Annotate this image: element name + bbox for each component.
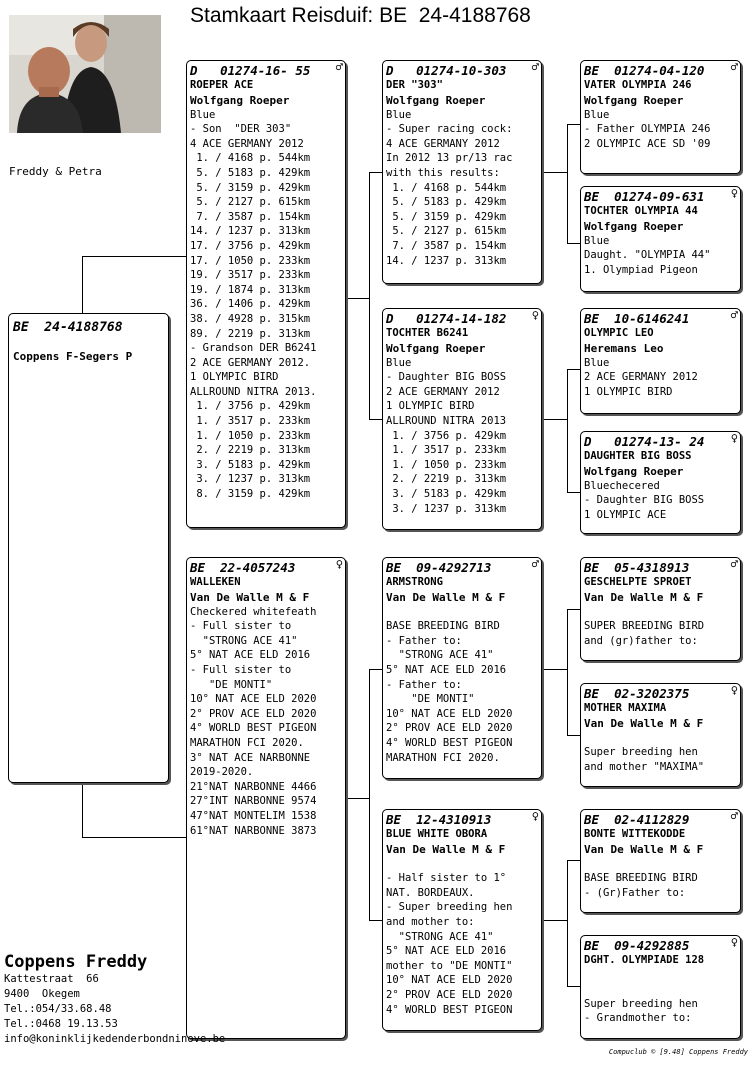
pigeon-owner: Wolfgang Roeper <box>584 219 684 233</box>
pedigree-line: MARATHON FCI 2020. <box>386 751 500 764</box>
breeder-city: 9400 Okegem <box>4 988 80 1000</box>
pedigree-notes <box>386 108 538 269</box>
pedigree-line: Daught. "OLYMPIA 44" <box>584 249 711 262</box>
pedigree-line: 61°NAT NARBONNE 3873 <box>190 824 317 837</box>
connector <box>82 256 83 314</box>
connector <box>567 243 581 244</box>
pedigree-line: 10° NAT ACE ELD 2020 <box>190 693 317 706</box>
pedigree-line: 89. / 2219 p. 313km <box>190 327 311 340</box>
pedigree-line: 2 ACE GERMANY 2012 <box>584 371 698 384</box>
pedigree-line: BASE BREEDING BIRD <box>386 620 500 633</box>
pedigree-line: 2. / 2219 p. 313km <box>190 444 311 457</box>
pedigree-notes <box>584 731 737 775</box>
pedigree-line: 1. / 3517 p. 233km <box>386 444 507 457</box>
female-icon: ♀ <box>730 935 738 949</box>
ring-number: BE 09-4292885 ♀ <box>584 935 738 953</box>
pedigree-line: 2° PROV ACE ELD 2020 <box>190 707 317 720</box>
pedigree-line: 2 ACE GERMANY 2012 <box>386 385 500 398</box>
male-icon: ♂ <box>730 308 738 322</box>
pedigree-line: Super breeding hen <box>584 997 698 1010</box>
connector <box>369 172 383 173</box>
female-icon: ♀ <box>730 683 738 697</box>
pedigree-line: In 2012 13 pr/13 rac <box>386 152 513 165</box>
subject-owner: Coppens F-Segers P <box>13 350 133 363</box>
ring-number: D 01274-14-182 ♀ <box>386 308 539 326</box>
female-icon: ♀ <box>531 809 539 823</box>
ring-number: BE 02-3202375 ♀ <box>584 683 738 701</box>
pedigree-line: 5. / 2127 p. 615km <box>386 225 507 238</box>
pedigree-line: - Full sister to <box>190 620 292 633</box>
pedigree-notes <box>584 857 737 901</box>
female-icon: ♀ <box>730 431 738 445</box>
breeder-phone: Tel.:054/33.68.48 <box>4 1003 112 1015</box>
connector <box>541 172 567 173</box>
connector <box>369 172 370 420</box>
pedigree-notes <box>386 857 538 1018</box>
subject-ring: BE 24-4188768 <box>13 320 123 335</box>
pedigree-line: 10° NAT ACE ELD 2020 <box>386 974 513 987</box>
female-icon: ♀ <box>335 557 343 571</box>
pedigree-line: 1. / 1050 p. 233km <box>190 429 311 442</box>
male-icon: ♂ <box>531 557 539 571</box>
pedigree-line: 1. / 4168 p. 544km <box>190 152 311 165</box>
breeder-info <box>4 952 225 1047</box>
pedigree-line <box>584 731 737 746</box>
pedigree-line: 47°NAT MONTELIM 1538 <box>190 809 317 822</box>
pedigree-line: mother to "DE MONTI" <box>386 959 513 972</box>
pedigree-line: 2° PROV ACE ELD 2020 <box>386 722 513 735</box>
pedigree-line: 5° NAT ACE ELD 2016 <box>386 663 507 676</box>
pedigree-line: 21°NAT NARBONNE 4466 <box>190 780 317 793</box>
pedigree-notes <box>386 356 538 517</box>
male-icon: ♂ <box>335 60 343 74</box>
pedigree-line: ALLROUND NITRA 2013. <box>190 385 317 398</box>
pedigree-line: 3° NAT ACE NARBONNE <box>190 751 311 764</box>
pedigree-card-ggp-5[interactable] <box>580 557 741 661</box>
pedigree-line: - Super racing cock: <box>386 123 513 136</box>
connector <box>82 256 188 257</box>
pedigree-line: 2. / 2219 p. 313km <box>386 473 507 486</box>
pedigree-line: 14. / 1237 p. 313km <box>190 225 311 238</box>
pedigree-notes <box>584 605 737 649</box>
pigeon-name: BLUE WHITE OBORA <box>386 828 488 840</box>
male-icon: ♂ <box>730 809 738 823</box>
pedigree-line: Blue <box>584 234 610 247</box>
pigeon-owner: Wolfgang Roeper <box>584 93 684 107</box>
pigeon-owner: Heremans Leo <box>584 341 664 355</box>
connector <box>567 986 581 987</box>
pedigree-line: Blue <box>584 108 610 121</box>
pedigree-line: and (gr)father to: <box>584 634 698 647</box>
connector <box>567 735 581 736</box>
pedigree-line: - Daughter BIG BOSS <box>584 494 705 507</box>
pedigree-line: - Daughter BIG BOSS <box>386 371 507 384</box>
pedigree-line <box>584 605 737 620</box>
pedigree-notes <box>584 968 737 1026</box>
pedigree-card-ggp-3[interactable] <box>580 308 741 414</box>
connector <box>345 798 369 799</box>
footer-credit: Compuclub © [9.48] Coppens Freddy <box>608 1048 748 1056</box>
connector <box>567 860 568 987</box>
ring-number: D 01274-16- 55 ♂ <box>190 60 343 78</box>
connector <box>567 369 568 493</box>
pedigree-line: 4° WORLD BEST PIGEON <box>386 736 513 749</box>
pedigree-card-ggp-4[interactable] <box>580 431 741 534</box>
pedigree-line: Blue <box>386 356 412 369</box>
pedigree-line: Blue <box>584 356 610 369</box>
pedigree-notes <box>584 108 737 152</box>
pedigree-line: Blue <box>386 108 412 121</box>
pedigree-card-ggp-6[interactable] <box>580 683 741 787</box>
pedigree-line: 1. / 3517 p. 233km <box>190 415 311 428</box>
pigeon-name: WALLEKEN <box>190 576 241 588</box>
pigeon-name: GESCHELPTE SPROET <box>584 576 692 588</box>
pigeon-owner: Van De Walle M & F <box>584 842 704 856</box>
pedigree-line: - Full sister to <box>190 663 292 676</box>
pigeon-name: VATER OLYMPIA 246 <box>584 79 692 91</box>
pedigree-line: 5. / 3159 p. 429km <box>386 210 507 223</box>
pedigree-line: "DE MONTI" <box>386 693 475 706</box>
ring-number: BE 01274-09-631 ♀ <box>584 186 738 204</box>
pedigree-line: MARATHON FCI 2020. <box>190 736 304 749</box>
pedigree-line: 5. / 5183 p. 429km <box>190 166 311 179</box>
pedigree-line <box>584 857 737 872</box>
pigeon-owner: Van De Walle M & F <box>190 590 310 604</box>
pedigree-line: Bluechecered <box>584 479 660 492</box>
connector <box>567 609 568 736</box>
pedigree-line: 2° PROV ACE ELD 2020 <box>386 988 513 1001</box>
pedigree-line: - (Gr)Father to: <box>584 886 686 899</box>
connector <box>369 669 383 670</box>
pedigree-notes <box>190 108 342 502</box>
pedigree-line: 17. / 3756 p. 429km <box>190 239 311 252</box>
pedigree-card-ggp-2[interactable] <box>580 186 741 292</box>
male-icon: ♂ <box>531 60 539 74</box>
connector <box>82 837 188 838</box>
pedigree-line: Checkered whitefeath <box>190 605 317 618</box>
pigeon-owner: Wolfgang Roeper <box>584 464 684 478</box>
connector <box>541 920 567 921</box>
pedigree-line: - Half sister to 1° <box>386 872 507 885</box>
pigeon-name: TOCHTER OLYMPIA 44 <box>584 205 698 217</box>
photo-caption: Freddy & Petra <box>9 165 102 178</box>
pedigree-line: 5. / 2127 p. 615km <box>190 196 311 209</box>
pedigree-line: 8. / 3159 p. 429km <box>190 488 311 501</box>
pedigree-line: NAT. BORDEAUX. <box>386 886 475 899</box>
female-icon: ♀ <box>730 186 738 200</box>
breeder-email[interactable]: info@koninklijkedenderbondninove.be <box>4 1033 226 1045</box>
connector <box>369 920 383 921</box>
ring-number: D 01274-10-303 ♂ <box>386 60 539 78</box>
pedigree-card-ggp-1[interactable] <box>580 60 741 174</box>
pedigree-line: 1. Olympiad Pigeon <box>584 263 698 276</box>
pedigree-line: 3. / 5183 p. 429km <box>190 458 311 471</box>
pedigree-line: 2019-2020. <box>190 766 254 779</box>
pigeon-name: TOCHTER B6241 <box>386 327 469 339</box>
pigeon-name: DER "303" <box>386 79 443 91</box>
pedigree-line: 5° NAT ACE ELD 2016 <box>386 945 507 958</box>
female-icon: ♀ <box>531 308 539 322</box>
pedigree-line: - Super breeding hen <box>386 901 513 914</box>
pigeon-owner: Wolfgang Roeper <box>190 93 290 107</box>
connector <box>567 860 581 861</box>
pigeon-name: BONTE WITTEKODDE <box>584 828 686 840</box>
pedigree-line: 4° WORLD BEST PIGEON <box>386 1003 513 1016</box>
pedigree-notes <box>190 605 342 839</box>
pedigree-line: Blue <box>190 108 216 121</box>
page-title: Stamkaart Reisduif: BE 24-4188768 <box>190 4 531 27</box>
pigeon-owner: Van De Walle M & F <box>386 590 506 604</box>
breeder-name: Coppens Freddy <box>4 952 148 972</box>
pigeon-name: MOTHER MAXIMA <box>584 702 667 714</box>
pedigree-line: Super breeding hen <box>584 746 698 759</box>
pedigree-line: "DE MONTI" <box>190 678 273 691</box>
pedigree-line: 3. / 1237 p. 313km <box>386 502 507 515</box>
pedigree-line: SUPER BREEDING BIRD <box>584 620 705 633</box>
pedigree-card-grandsire-maternal[interactable] <box>382 557 542 779</box>
male-icon: ♂ <box>730 60 738 74</box>
pigeon-name: DAUGHTER BIG BOSS <box>584 450 692 462</box>
pedigree-line: 5. / 3159 p. 429km <box>190 181 311 194</box>
pedigree-line: - Father to: <box>386 678 462 691</box>
ring-number: BE 01274-04-120 ♂ <box>584 60 738 78</box>
connector <box>567 124 581 125</box>
connector <box>345 298 369 299</box>
pedigree-card-ggp-7[interactable] <box>580 809 741 913</box>
connector <box>82 782 83 838</box>
ring-number: BE 05-4318913 ♂ <box>584 557 738 575</box>
pedigree-line <box>386 605 538 620</box>
pedigree-line: 1. / 3756 p. 429km <box>190 400 311 413</box>
pigeon-name: ROEPER ACE <box>190 79 254 91</box>
pigeon-owner: Van De Walle M & F <box>386 842 506 856</box>
pedigree-line: 19. / 3517 p. 233km <box>190 269 311 282</box>
pedigree-notes <box>584 479 737 523</box>
pedigree-card-granddam-paternal[interactable] <box>382 308 542 530</box>
pedigree-line: BASE BREEDING BIRD <box>584 872 698 885</box>
ring-number: BE 09-4292713 ♂ <box>386 557 539 575</box>
owner-photo <box>9 15 161 133</box>
connector <box>369 669 370 921</box>
pedigree-line: 4° WORLD BEST PIGEON <box>190 722 317 735</box>
pedigree-notes <box>386 605 538 766</box>
pedigree-line: 1. / 3756 p. 429km <box>386 429 507 442</box>
pedigree-line: 1. / 4168 p. 544km <box>386 181 507 194</box>
pedigree-line: 1 OLYMPIC BIRD <box>584 385 673 398</box>
pedigree-line: "STRONG ACE 41" <box>386 930 494 943</box>
pigeon-owner: Van De Walle M & F <box>584 716 704 730</box>
pigeon-owner: Van De Walle M & F <box>584 590 704 604</box>
pedigree-line: 10° NAT ACE ELD 2020 <box>386 707 513 720</box>
pedigree-line: 19. / 1874 p. 313km <box>190 283 311 296</box>
pedigree-line: and mother to: <box>386 915 475 928</box>
pedigree-line: 2 OLYMPIC ACE SD '09 <box>584 137 711 150</box>
connector <box>541 419 567 420</box>
pedigree-card-granddam-maternal[interactable] <box>382 809 542 1031</box>
connector <box>541 669 567 670</box>
pedigree-line: 27°INT NARBONNE 9574 <box>190 795 317 808</box>
pedigree-line: 5. / 5183 p. 429km <box>386 196 507 209</box>
pedigree-card-ggp-8[interactable] <box>580 935 741 1039</box>
pigeon-name: DGHT. OLYMPIADE 128 <box>584 954 705 966</box>
pedigree-line: "STRONG ACE 41" <box>386 649 494 662</box>
pedigree-card-grandsire-paternal[interactable] <box>382 60 542 284</box>
pedigree-line: - Father to: <box>386 634 462 647</box>
pedigree-line: - Father OLYMPIA 246 <box>584 123 711 136</box>
ring-number: BE 10-6146241 ♂ <box>584 308 738 326</box>
connector <box>567 609 581 610</box>
ring-number: BE 02-4112829 ♂ <box>584 809 738 827</box>
pigeon-name: ARMSTRONG <box>386 576 443 588</box>
pedigree-line: 7. / 3587 p. 154km <box>386 239 507 252</box>
connector <box>567 369 581 370</box>
pedigree-line: 5° NAT ACE ELD 2016 <box>190 649 311 662</box>
pedigree-line: with this results: <box>386 166 500 179</box>
pedigree-line: 1 OLYMPIC BIRD <box>190 371 279 384</box>
pedigree-line: 38. / 4928 p. 315km <box>190 312 311 325</box>
pedigree-line: "STRONG ACE 41" <box>190 634 298 647</box>
pigeon-name: OLYMPIC LEO <box>584 327 654 339</box>
pigeon-owner: Wolfgang Roeper <box>386 93 486 107</box>
pedigree-line: 3. / 5183 p. 429km <box>386 487 507 500</box>
pedigree-line: - Son "DER 303" <box>190 123 292 136</box>
pedigree-line: 36. / 1406 p. 429km <box>190 298 311 311</box>
ring-number: BE 12-4310913 ♀ <box>386 809 539 827</box>
pigeon-owner: Wolfgang Roeper <box>386 341 486 355</box>
ring-number: D 01274-13- 24 ♀ <box>584 431 738 449</box>
pedigree-line <box>584 968 737 983</box>
pedigree-card-father[interactable] <box>186 60 346 528</box>
pedigree-line: and mother "MAXIMA" <box>584 760 705 773</box>
pedigree-line: 1. / 1050 p. 233km <box>386 458 507 471</box>
pedigree-line: - Grandson DER B6241 <box>190 342 317 355</box>
pedigree-line: 2 ACE GERMANY 2012. <box>190 356 311 369</box>
breeder-address: Kattestraat 66 <box>4 973 99 985</box>
pedigree-line <box>584 982 737 997</box>
subject-card[interactable] <box>8 313 169 783</box>
pedigree-line <box>386 857 538 872</box>
pedigree-line: 1 OLYMPIC ACE <box>584 508 667 521</box>
pedigree-line: ALLROUND NITRA 2013 <box>386 414 507 427</box>
connector <box>567 124 568 244</box>
pedigree-line: 17. / 1050 p. 233km <box>190 254 311 267</box>
pedigree-line: 14. / 1237 p. 313km <box>386 254 507 267</box>
connector <box>567 492 581 493</box>
breeder-mobile: Tel.:0468 19.13.53 <box>4 1018 118 1030</box>
pedigree-line: - Grandmother to: <box>584 1012 692 1025</box>
connector <box>369 419 383 420</box>
pedigree-line: 7. / 3587 p. 154km <box>190 210 311 223</box>
pedigree-line: 3. / 1237 p. 313km <box>190 473 311 486</box>
ring-number: BE 22-4057243 ♀ <box>190 557 343 575</box>
pedigree-line: 4 ACE GERMANY 2012 <box>386 137 500 150</box>
pedigree-notes <box>584 356 737 400</box>
pedigree-line: 4 ACE GERMANY 2012 <box>190 137 304 150</box>
male-icon: ♂ <box>730 557 738 571</box>
pedigree-line: 1 OLYMPIC BIRD <box>386 400 475 413</box>
pedigree-notes <box>584 234 737 278</box>
